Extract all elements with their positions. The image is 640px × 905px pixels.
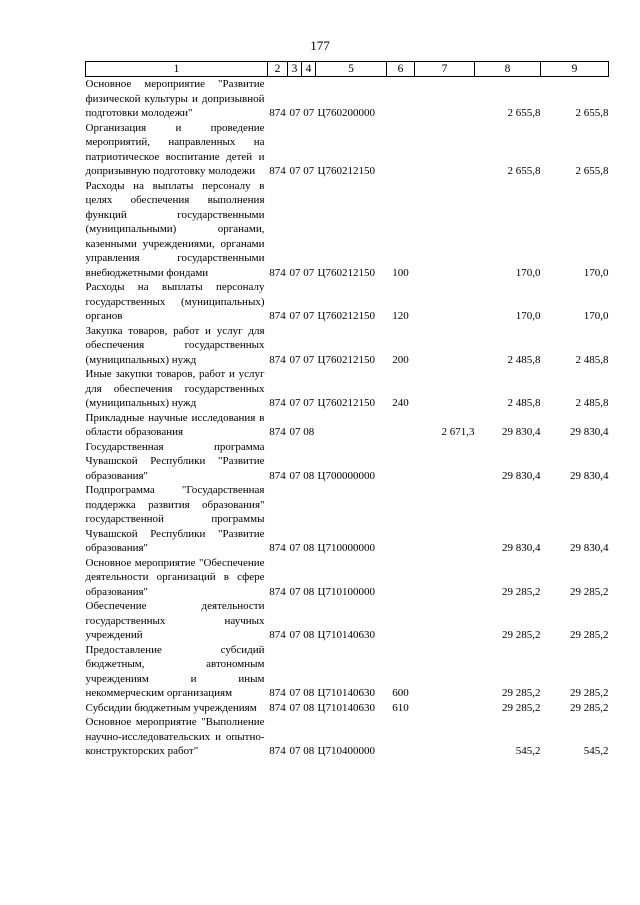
amount-col8: 2 485,8 xyxy=(507,397,541,409)
amount-col7: 2 671,3 xyxy=(441,426,475,438)
expense-type-code xyxy=(387,440,415,484)
target-article-code: Ц710140630 xyxy=(317,629,375,641)
target-article-code: Ц710140630 xyxy=(317,687,375,699)
row-description: Иные закупки товаров, работ и услуг для обеспечения государственных (муниципальных) нужд xyxy=(85,368,265,409)
target-article-code: Ц710100000 xyxy=(317,585,375,598)
row-description: Расходы на выплаты персоналу в целях обеспечения выполнения функций государственными (муниципальными) органами, казенными учреждениями, органами управления государственными внебюджетными фондами xyxy=(85,179,265,279)
column-header: 7 xyxy=(415,62,475,77)
expense-type-code: 120 xyxy=(392,310,409,322)
expense-type-code xyxy=(387,715,415,759)
amount-col8: 545,2 xyxy=(515,745,541,757)
ministry-code: 874 xyxy=(269,107,286,119)
amount-col7 xyxy=(415,643,475,701)
amount-col8: 2 655,8 xyxy=(507,165,541,177)
row-description: Подпрограмма "Государственная поддержка развития образования" государственной программы Чувашской Республики "Развитие образования" xyxy=(85,484,265,554)
amount-col7 xyxy=(415,599,475,643)
table-row xyxy=(86,411,609,440)
amount-col7 xyxy=(415,483,475,556)
amount-col9: 545,2 xyxy=(583,745,609,757)
column-header: 5 xyxy=(316,62,387,77)
ministry-code: 874 xyxy=(269,397,286,409)
row-description: Предоставление субсидий бюджетным, автономным учреждениям и иным некоммерческим организациям xyxy=(85,643,265,699)
amount-col8: 29 830,4 xyxy=(502,542,541,554)
ministry-code: 874 xyxy=(269,701,286,714)
expense-type-code xyxy=(387,411,415,440)
ministry-code: 874 xyxy=(269,165,286,177)
row-description: Государственная программа Чувашской Республики "Развитие образования" xyxy=(85,440,265,482)
ministry-code: 874 xyxy=(269,469,286,482)
expense-type-code xyxy=(387,77,415,121)
section-code: 07 07 xyxy=(289,353,315,366)
amount-col9: 29 285,2 xyxy=(570,687,609,699)
target-article-code: Ц760212150 xyxy=(317,353,375,366)
ministry-code: 874 xyxy=(269,426,286,438)
amount-col7 xyxy=(415,440,475,484)
section-code: 07 08 xyxy=(289,426,315,438)
amount-col9: 29 285,2 xyxy=(570,585,609,598)
row-description: Основное мероприятие "Выполнение научно-исследовательских и опытно-конструкторских работ" xyxy=(85,716,265,757)
table-row xyxy=(86,280,609,324)
table-row xyxy=(86,121,609,179)
column-header: 8 xyxy=(475,62,541,77)
ministry-code: 874 xyxy=(269,310,286,322)
expense-type-code: 240 xyxy=(392,397,409,409)
section-code: 07 08 xyxy=(289,469,315,482)
amount-col9: 2 485,8 xyxy=(575,397,609,409)
expense-type-code xyxy=(387,556,415,600)
row-description: Основное мероприятие "Развитие физической культуры и допризывной подготовки молодежи" xyxy=(85,78,265,119)
expense-type-code xyxy=(387,121,415,179)
amount-col9: 2 485,8 xyxy=(575,353,609,366)
expense-type-code xyxy=(387,483,415,556)
section-code: 07 07 xyxy=(289,107,315,119)
section-code: 07 08 xyxy=(289,585,315,598)
expense-type-code: 610 xyxy=(392,701,409,714)
budget-table xyxy=(85,61,609,759)
amount-col7 xyxy=(415,280,475,324)
amount-col8: 2 485,8 xyxy=(507,353,541,366)
table-row xyxy=(86,556,609,600)
table-row xyxy=(86,715,609,759)
amount-col7 xyxy=(415,77,475,121)
amount-col8: 170,0 xyxy=(515,266,541,279)
section-code: 07 08 xyxy=(289,542,315,554)
section-code: 07 08 xyxy=(289,745,315,757)
amount-col8: 29 285,2 xyxy=(502,585,541,598)
amount-col8: 29 830,4 xyxy=(502,426,541,438)
ministry-code: 874 xyxy=(269,687,286,699)
amount-col7 xyxy=(415,367,475,411)
column-header: 2 xyxy=(268,62,288,77)
column-header: 3 xyxy=(288,62,302,77)
ministry-code: 874 xyxy=(269,585,286,598)
amount-col7 xyxy=(415,179,475,281)
table-row xyxy=(86,643,609,701)
ministry-code: 874 xyxy=(269,542,286,554)
expense-type-code: 100 xyxy=(392,266,409,279)
table-row xyxy=(86,599,609,643)
amount-col9: 29 830,4 xyxy=(570,426,609,438)
amount-col9: 29 285,2 xyxy=(570,629,609,641)
target-article-code xyxy=(316,411,387,440)
row-description: Субсидии бюджетным учреждениям xyxy=(85,701,257,714)
section-code: 07 07 xyxy=(289,165,315,177)
ministry-code: 874 xyxy=(269,353,286,366)
section-code: 07 07 xyxy=(289,397,315,409)
row-description: Расходы на выплаты персоналу государственных (муниципальных) органов xyxy=(85,281,265,322)
section-code: 07 07 xyxy=(289,310,315,322)
column-header: 9 xyxy=(541,62,609,77)
amount-col9: 170,0 xyxy=(583,266,609,279)
ministry-code: 874 xyxy=(269,745,286,757)
section-code: 07 07 xyxy=(289,266,315,279)
row-description: Организация и проведение мероприятий, направленных на патриотическое воспитание детей и допризывную подготовку молодежи xyxy=(85,121,265,177)
amount-col9: 29 830,4 xyxy=(570,469,609,482)
column-header: 4 xyxy=(302,62,316,77)
amount-col7 xyxy=(415,701,475,716)
target-article-code: Ц760212150 xyxy=(317,165,375,177)
amount-col7 xyxy=(415,715,475,759)
target-article-code: Ц760200000 xyxy=(317,107,375,119)
amount-col8: 2 655,8 xyxy=(507,107,541,119)
table-row xyxy=(86,324,609,368)
row-description: Закупка товаров, работ и услуг для обеспечения государственных (муниципальных) нужд xyxy=(85,324,265,366)
amount-col7 xyxy=(415,556,475,600)
expense-type-code: 200 xyxy=(392,353,409,366)
table-row xyxy=(86,483,609,556)
table-row xyxy=(86,440,609,484)
amount-col9: 2 655,8 xyxy=(575,165,609,177)
table-row xyxy=(86,179,609,281)
page-number: 177 xyxy=(310,38,330,53)
amount-col9: 2 655,8 xyxy=(575,107,609,119)
expense-type-code: 600 xyxy=(392,687,409,699)
row-description: Обеспечение деятельности государственных научных учреждений xyxy=(85,600,265,641)
amount-col9: 29 830,4 xyxy=(570,542,609,554)
row-description: Прикладные научные исследования в области образования xyxy=(85,411,265,438)
section-code: 07 08 xyxy=(289,629,315,641)
amount-col8: 29 285,2 xyxy=(502,701,541,714)
amount-col8: 170,0 xyxy=(515,310,541,322)
target-article-code: Ц760212150 xyxy=(317,266,375,279)
target-article-code: Ц710400000 xyxy=(317,745,375,757)
amount-col8: 29 285,2 xyxy=(502,687,541,699)
section-code: 07 08 xyxy=(289,687,315,699)
target-article-code: Ц700000000 xyxy=(317,469,375,482)
expense-type-code xyxy=(387,599,415,643)
table-row xyxy=(86,367,609,411)
section-code: 07 08 xyxy=(289,701,315,714)
column-header: 6 xyxy=(387,62,415,77)
amount-col7 xyxy=(415,121,475,179)
ministry-code: 874 xyxy=(269,629,286,641)
target-article-code: Ц710140630 xyxy=(317,701,375,714)
amount-col8: 29 285,2 xyxy=(502,629,541,641)
table-row xyxy=(86,701,609,716)
amount-col8: 29 830,4 xyxy=(502,469,541,482)
ministry-code: 874 xyxy=(269,266,286,279)
amount-col7 xyxy=(415,324,475,368)
amount-col9: 170,0 xyxy=(583,310,609,322)
amount-col9: 29 285,2 xyxy=(570,701,609,714)
table-row xyxy=(86,77,609,121)
target-article-code: Ц760212150 xyxy=(317,397,375,409)
target-article-code: Ц710000000 xyxy=(317,542,375,554)
row-description: Основное мероприятие "Обеспечение деятельности организаций в сфере образования" xyxy=(85,556,265,598)
column-header: 1 xyxy=(86,62,268,77)
target-article-code: Ц760212150 xyxy=(317,310,375,322)
table-header-row xyxy=(86,62,609,77)
